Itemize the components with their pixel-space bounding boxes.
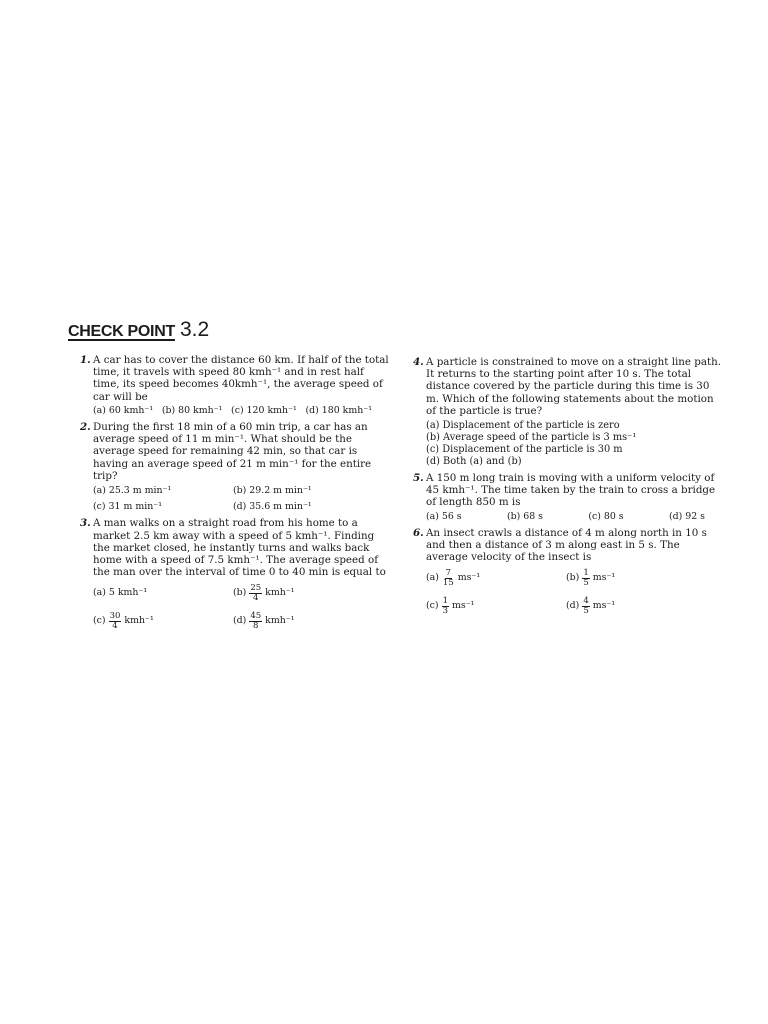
denominator: 5 (583, 605, 589, 616)
option-label: (d) (233, 615, 247, 627)
unit: kmh⁻¹ (265, 615, 295, 627)
options-grid (93, 581, 390, 633)
fraction (249, 612, 262, 631)
option-a: (a) 25.3 m min⁻¹ (93, 485, 172, 497)
question-number: 3. (80, 517, 91, 530)
option-a: (a) 56 s (426, 510, 462, 522)
option-c (426, 594, 566, 618)
option-a: (a) 60 kmh⁻¹ (93, 404, 154, 416)
question-text: A man walks on a straight road from his home to a market 2.5 km away with a speed of 5 kmh⁻¹. Finding the market closed, he instantly turns and walks back home with a speed of 7.5 kmh⁻¹. The average speed of the man over the interval of time 0 to 40 min is equal to (93, 517, 386, 579)
fraction (109, 612, 122, 631)
numerator: 1 (442, 595, 448, 606)
fraction (582, 597, 589, 616)
option-label: (b) (566, 572, 580, 584)
option-b: (b) Average speed of the particle is 3 ms⁻¹ (426, 432, 637, 444)
option-a: (a) Displacement of the particle is zero (426, 420, 620, 432)
unit: kmh⁻¹ (265, 587, 295, 599)
numerator: 7 (445, 567, 452, 578)
option-b (566, 566, 706, 590)
option-c: (c) 31 m min⁻¹ (93, 501, 162, 513)
left-column (80, 354, 390, 637)
option-b (233, 581, 373, 605)
question-3 (80, 517, 390, 633)
right-column (413, 356, 723, 622)
question-text: During the first 18 min of a 60 min trip, a car has an average speed of 11 m min⁻¹. What should be the average speed for remaining 42 min, so that car is having an average speed of 21 m min⁻¹ for the entire trip? (93, 421, 372, 482)
options-row (426, 511, 723, 523)
heading-number: 3.2 (179, 318, 210, 341)
denominator: 4 (112, 620, 118, 631)
option-a-text: (a) 5 kmh⁻¹ (93, 587, 148, 599)
options-list (426, 420, 723, 468)
fraction (442, 569, 455, 588)
numerator: 30 (109, 610, 121, 621)
option-label: (d) (566, 600, 580, 612)
question-number: 6. (413, 526, 424, 539)
options-row (93, 405, 390, 417)
question-number: 2. (80, 421, 91, 434)
unit: kmh⁻¹ (124, 615, 154, 627)
option-b: (b) 80 kmh⁻¹ (161, 404, 223, 416)
unit: ms⁻¹ (452, 600, 475, 612)
denominator: 5 (583, 577, 589, 588)
fraction (442, 597, 449, 616)
option-label: (c) (93, 615, 106, 627)
option-c: (c) 120 kmh⁻¹ (231, 404, 297, 416)
unit: ms⁻¹ (592, 572, 616, 584)
option-a (426, 566, 566, 590)
options-grid (426, 566, 723, 618)
option-d: (d) 180 kmh⁻¹ (305, 404, 372, 416)
option-d: (d) Both (a) and (b) (426, 456, 522, 468)
options-grid (93, 485, 390, 513)
fraction (249, 584, 262, 603)
option-d: (d) 35.6 m min⁻¹ (233, 501, 312, 513)
question-text: A 150 m long train is moving with a uniform velocity of 45 kmh⁻¹. The time taken by the train to cross a bridge of length 850 m is (426, 472, 716, 509)
option-c (93, 609, 233, 633)
option-a (93, 581, 233, 605)
numerator: 45 (250, 610, 262, 621)
option-label: (c) (426, 600, 439, 612)
question-text: An insect crawls a distance of 4 m along north in 10 s and then a distance of 3 m along east in 5 s. The average velocity of the insect is (426, 526, 707, 564)
question-2 (80, 421, 390, 513)
fraction (582, 569, 589, 588)
numerator: 4 (583, 595, 589, 606)
question-1 (80, 354, 390, 417)
question-text: A particle is constrained to move on a straight line path. It returns to the starting point after 10 s. The total distance covered by the particle during this time is 30 m. Which of the following statements about the motion of the particle is true? (426, 356, 722, 417)
numerator: 1 (583, 567, 589, 578)
option-d: (d) 92 s (668, 510, 705, 522)
denominator: 4 (253, 592, 259, 603)
denominator: 3 (442, 605, 448, 616)
numerator: 25 (250, 582, 262, 593)
heading-title: CHECK POINT (68, 323, 175, 340)
option-c: (c) 80 s (588, 510, 624, 522)
unit: ms⁻¹ (457, 572, 481, 584)
unit: ms⁻¹ (592, 600, 616, 612)
question-number: 5. (413, 472, 424, 485)
option-label: (b) (233, 587, 247, 599)
section-heading (68, 318, 209, 342)
denominator: 8 (253, 620, 259, 631)
question-5 (413, 472, 723, 523)
question-number: 1. (80, 354, 91, 366)
question-4 (413, 356, 723, 468)
option-b: (b) 68 s (506, 510, 543, 522)
denominator: 15 (442, 577, 454, 588)
option-d (233, 609, 373, 633)
option-d (566, 594, 706, 618)
question-number: 4. (413, 356, 424, 368)
question-text: A car has to cover the distance 60 km. If half of the total time, it travels with speed 80 kmh⁻¹ and in rest half time, its speed becomes 40kmh⁻¹, the average speed of car will be (93, 354, 389, 403)
option-label: (a) (426, 572, 439, 584)
option-c: (c) Displacement of the particle is 30 m (426, 444, 623, 456)
question-6 (413, 527, 723, 619)
option-b: (b) 29.2 m min⁻¹ (233, 485, 312, 497)
